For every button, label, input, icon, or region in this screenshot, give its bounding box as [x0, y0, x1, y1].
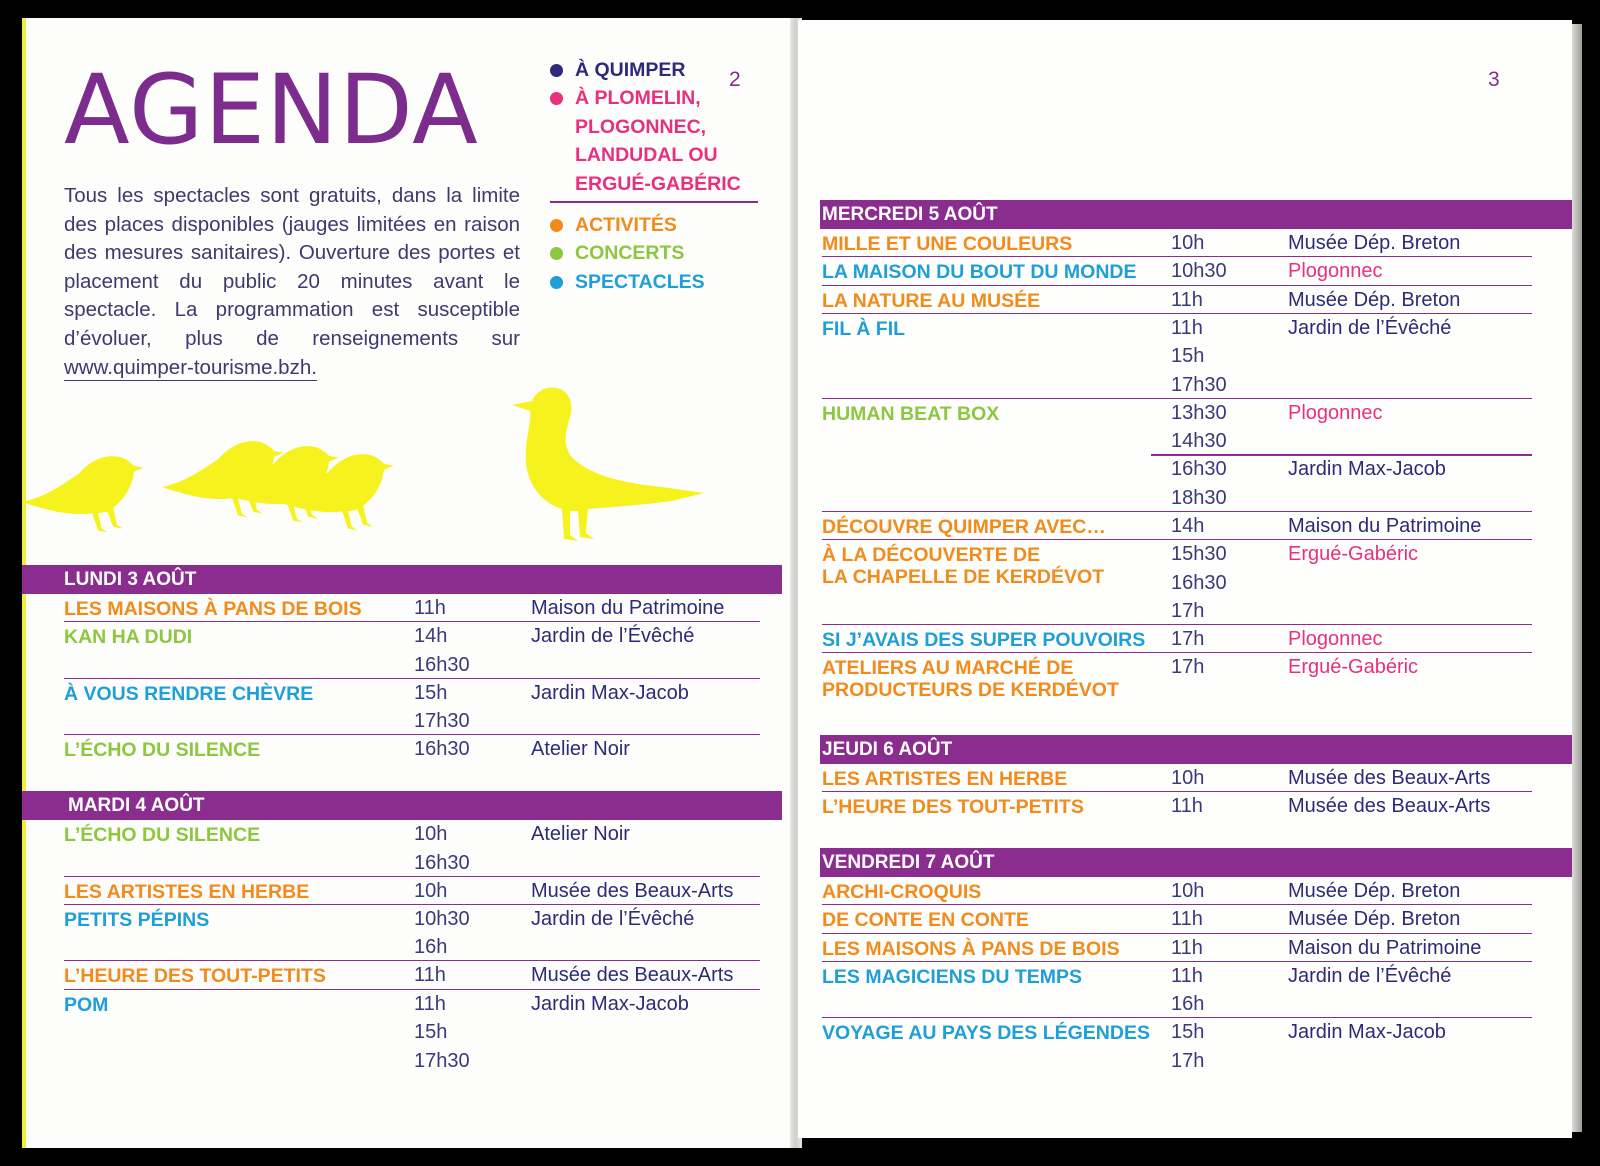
event-time: 10h: [1171, 880, 1205, 902]
event-times: [1171, 229, 1204, 258]
intro-text: Tous les spectacles sont gratuits, dans la limite des places disponibles (jauges limitées en raison des mesures sanitaires). Ouverture des portes et placement du public 20 minutes avant le spectacle. La programmation est susceptible d’évoluer, plus de renseignements sur: [64, 184, 520, 350]
event-place: Ergué-Gabéric: [1288, 656, 1419, 679]
event-title: POM: [64, 993, 109, 1016]
event-place: Musée Dép. Breton: [1288, 908, 1461, 931]
event-title: LES MAISONS À PANS DE BOIS: [822, 937, 1120, 960]
legend-item: [550, 268, 758, 296]
event-place: Jardin de l’Évêché: [1288, 316, 1452, 339]
agenda-row: [64, 622, 760, 679]
agenda-row: [822, 314, 1532, 399]
day-header: VENDREDI 7 AOÛT: [820, 848, 1572, 877]
event-time: 11h: [414, 992, 446, 1015]
event-place: Atelier Noir: [531, 738, 630, 761]
event-place: Jardin de l’Évêché: [1288, 964, 1452, 987]
agenda-row: [64, 820, 760, 877]
agenda-row: [64, 877, 760, 905]
event-times: [1171, 625, 1204, 654]
event-time: 10h30: [1171, 260, 1227, 283]
legend-item: [550, 211, 758, 239]
event-time: 15h30: [1171, 543, 1227, 566]
agenda-row: [822, 934, 1532, 962]
event-place: Jardin Max-Jacob: [531, 992, 689, 1015]
event-time: 16h: [414, 936, 448, 959]
event-times: [1171, 455, 1227, 512]
event-time: 16h: [1171, 993, 1205, 1016]
day-header: MERCREDI 5 AOÛT: [820, 200, 1572, 229]
event-title: LES ARTISTES EN HERBE: [822, 768, 1068, 790]
event-time: 15h: [1171, 1021, 1205, 1044]
event-time: 11h: [1171, 936, 1203, 959]
event-place: Plogonnec: [1288, 260, 1383, 283]
event-place: Ergué-Gabéric: [1288, 543, 1419, 566]
agenda-row: [822, 764, 1532, 792]
event-times: [1171, 1018, 1204, 1075]
seagull-icon: [512, 388, 704, 542]
event-title: VOYAGE AU PAYS DES LÉGENDES: [822, 1022, 1150, 1045]
event-place: Plogonnec: [1288, 628, 1383, 651]
event-time: 17h: [1171, 1050, 1205, 1073]
intro-paragraph: [64, 182, 520, 382]
event-time: 17h: [1171, 600, 1205, 623]
event-times: [414, 735, 470, 764]
small-bird-icon: [22, 456, 144, 532]
page-edge: [1572, 24, 1582, 1132]
legend-divider: [550, 201, 758, 203]
event-time: 17h30: [414, 710, 470, 733]
event-place: Musée Dép. Breton: [1288, 288, 1461, 311]
event-title: L’ÉCHO DU SILENCE: [64, 824, 261, 846]
event-time: 16h30: [414, 851, 470, 874]
legend-label: CONCERTS: [575, 242, 685, 265]
event-title: FIL À FIL: [822, 317, 906, 340]
event-time: 15h: [414, 1021, 448, 1044]
agenda-row: [64, 594, 760, 622]
event-time: 16h30: [414, 738, 470, 761]
event-title: PETITS PÉPINS: [64, 908, 210, 931]
legend-dot-icon: [550, 247, 563, 260]
agenda-row: [822, 625, 1532, 653]
agenda-row: [822, 877, 1532, 905]
website-link[interactable]: www.quimper-tourisme.bzh.: [64, 355, 317, 379]
legend-dot-icon: [550, 64, 563, 77]
event-place: Maison du Patrimoine: [1288, 514, 1482, 537]
agenda-row: [64, 990, 760, 1075]
day-section: [820, 200, 1572, 710]
agenda-row: [822, 540, 1532, 625]
event-times: [1171, 286, 1203, 315]
event-place: Musée Dép. Breton: [1288, 232, 1461, 254]
agenda-row: [822, 286, 1532, 314]
event-time: 14h: [414, 625, 448, 648]
event-times: [1171, 512, 1204, 541]
event-place: Atelier Noir: [531, 823, 630, 845]
event-time: 17h30: [1171, 374, 1227, 397]
event-time: 11h: [1171, 795, 1203, 818]
day-section: [820, 848, 1572, 1075]
event-title: SI J’AVAIS DES SUPER POUVOIRS: [822, 629, 1146, 652]
event-times: [1171, 764, 1204, 793]
event-time: 14h30: [1171, 430, 1227, 453]
event-times: [1171, 257, 1227, 286]
event-time: 10h30: [414, 907, 470, 930]
event-title: DÉCOUVRE QUIMPER AVEC…: [822, 515, 1106, 538]
agenda-row: [822, 962, 1532, 1019]
legend-label: ACTIVITÉS: [575, 214, 677, 237]
event-title: KAN HA DUDI: [64, 626, 193, 649]
event-times: [414, 820, 470, 877]
event-time: 11h: [1171, 964, 1203, 987]
agenda-row: [822, 257, 1532, 285]
event-place: Jardin Max-Jacob: [531, 681, 689, 704]
event-times: [414, 622, 470, 679]
event-time: 15h: [1171, 345, 1205, 368]
event-time: 10h: [1171, 767, 1205, 789]
legend-item: [550, 239, 758, 267]
agenda-row: [64, 905, 760, 962]
event-time: 10h: [414, 823, 448, 845]
legend-item: [550, 56, 758, 84]
event-title: LA MAISON DU BOUT DU MONDE: [822, 261, 1137, 284]
event-place: Musée des Beaux-Arts: [531, 879, 734, 902]
event-times: [414, 594, 446, 623]
event-times: [414, 905, 470, 962]
agenda-row: [822, 792, 1532, 820]
event-times: [414, 679, 470, 736]
event-title: LES MAGICIENS DU TEMPS: [822, 965, 1083, 988]
event-time: 11h: [1171, 908, 1203, 931]
day-header: JEUDI 6 AOÛT: [820, 735, 1572, 764]
event-title: À LA DÉCOUVERTE DE LA CHAPELLE DE KERDÉVOT: [822, 544, 1105, 589]
event-place: Jardin de l’Évêché: [531, 907, 695, 930]
event-place: Musée Dép. Breton: [1288, 880, 1461, 902]
agenda-row: [822, 229, 1532, 257]
event-time: 10h: [1171, 232, 1205, 254]
legend-label: À PLOMELIN, PLOGONNEC, LANDUDAL OU ERGUÉ-GABÉRIC: [575, 87, 741, 195]
event-place: Plogonnec: [1288, 401, 1383, 424]
event-times: [1171, 540, 1227, 626]
event-times: [1171, 962, 1204, 1019]
event-times: [1171, 877, 1204, 906]
event-title: HUMAN BEAT BOX: [822, 402, 1000, 425]
agenda-title: AGENDA: [64, 54, 479, 166]
agenda-row: [64, 679, 760, 736]
event-time: 17h30: [414, 1049, 470, 1072]
event-time: 18h30: [1171, 486, 1227, 509]
event-times: [1171, 905, 1203, 934]
event-time: 11h: [1171, 288, 1203, 311]
page-number-right: 3: [1488, 68, 1500, 91]
event-times: [414, 961, 446, 990]
event-time: 11h: [414, 964, 446, 987]
birds-illustration: [22, 385, 762, 555]
legend-label: SPECTACLES: [575, 270, 705, 293]
event-time: 16h30: [1171, 571, 1227, 594]
event-times: [1171, 314, 1227, 400]
event-title: LA NATURE AU MUSÉE: [822, 289, 1041, 312]
event-title: À VOUS RENDRE CHÈVRE: [64, 682, 314, 705]
event-times: [1171, 934, 1203, 963]
event-time: 11h: [414, 597, 446, 619]
event-place: Musée des Beaux-Arts: [531, 964, 734, 987]
event-place: Maison du Patrimoine: [531, 597, 725, 619]
event-place: Maison du Patrimoine: [1288, 936, 1482, 959]
event-title: L’HEURE DES TOUT-PETITS: [822, 796, 1084, 819]
agenda-row: [822, 1018, 1532, 1075]
event-time: 16h30: [414, 653, 470, 676]
legend-item: [550, 84, 758, 198]
event-time: 17h: [1171, 628, 1205, 651]
agenda-row: [64, 961, 760, 989]
color-legend: [550, 56, 758, 296]
event-times: [414, 990, 470, 1076]
event-title: MILLE ET UNE COULEURS: [822, 233, 1073, 255]
legend-dot-icon: [550, 92, 563, 105]
event-title: L’ÉCHO DU SILENCE: [64, 739, 261, 762]
event-time: 17h: [1171, 656, 1205, 679]
legend-dot-icon: [550, 219, 563, 232]
event-place: Jardin Max-Jacob: [1288, 458, 1446, 481]
agenda-row: [822, 905, 1532, 933]
day-header: MARDI 4 AOÛT: [22, 791, 782, 820]
event-times: [414, 877, 447, 906]
legend-dot-icon: [550, 276, 563, 289]
agenda-row: [822, 653, 1532, 710]
day-section: [22, 565, 782, 764]
event-place: Jardin Max-Jacob: [1288, 1021, 1446, 1044]
event-title: LES MAISONS À PANS DE BOIS: [64, 598, 362, 620]
event-times: [1171, 792, 1203, 821]
event-place: Jardin de l’Évêché: [531, 625, 695, 648]
event-time: 16h30: [1171, 458, 1227, 481]
agenda-row: [822, 399, 1532, 512]
event-time: 10h: [414, 879, 448, 902]
event-place: Musée des Beaux-Arts: [1288, 767, 1491, 789]
event-title: ARCHI-CROQUIS: [822, 881, 982, 903]
day-section: [820, 735, 1572, 821]
event-time: 15h: [414, 681, 448, 704]
event-title: DE CONTE EN CONTE: [822, 909, 1029, 932]
event-title: ATELIERS AU MARCHÉ DE PRODUCTEURS DE KERDÉVOT: [822, 657, 1119, 702]
agenda-row: [822, 512, 1532, 540]
day-section: [22, 791, 782, 1075]
event-title: LES ARTISTES EN HERBE: [64, 880, 310, 903]
event-place: Musée des Beaux-Arts: [1288, 795, 1491, 818]
event-times: [1171, 399, 1227, 456]
page-number-left: 2: [729, 68, 741, 91]
event-time: 13h30: [1171, 401, 1227, 424]
day-header: LUNDI 3 AOÛT: [22, 565, 782, 594]
event-time: 11h: [1171, 316, 1203, 339]
legend-label: À QUIMPER: [575, 59, 686, 81]
event-time: 14h: [1171, 514, 1205, 537]
agenda-row: [64, 735, 760, 763]
event-title: L’HEURE DES TOUT-PETITS: [64, 965, 326, 988]
event-times: [1171, 653, 1204, 682]
